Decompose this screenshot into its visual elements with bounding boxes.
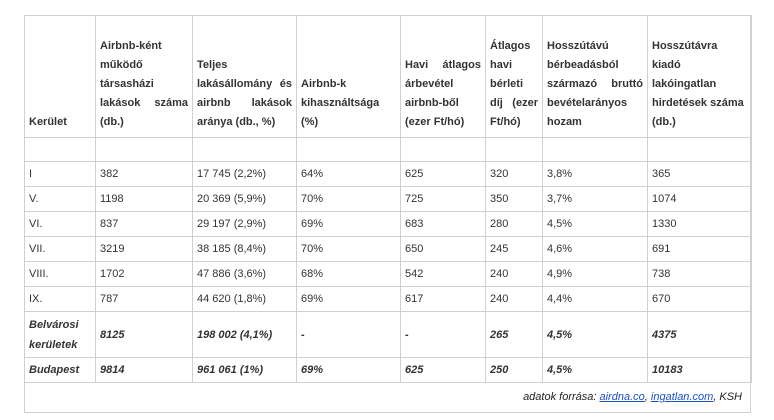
- table-cell: 738: [648, 262, 752, 287]
- table-cell: 683: [401, 212, 486, 237]
- table-cell: 350: [486, 187, 543, 212]
- table-cell: 10183: [648, 358, 752, 383]
- summary-row-inner-districts: [25, 312, 752, 358]
- header-cell: Teljes lakásállomány és airbnb lakások aránya (db., %): [193, 16, 297, 138]
- source-suffix: , KSH: [713, 391, 742, 403]
- header-cell: Hosszútávú bérbeadásból származó bruttó bevételarányos hozam: [543, 16, 648, 138]
- data-source-note: [523, 391, 742, 403]
- header-cell: Hosszútávra kiadó lakóingatlan hirdetések száma (db.): [648, 16, 752, 138]
- header-cell: Kerület: [25, 16, 96, 138]
- table-row: [25, 287, 752, 312]
- header-row: [25, 16, 752, 138]
- table-cell: 1702: [96, 262, 193, 287]
- table-row: [25, 187, 752, 212]
- table-cell: 38 185 (8,4%): [193, 237, 297, 262]
- table-cell: 4,6%: [543, 237, 648, 262]
- source-separator: ,: [644, 391, 651, 403]
- table-cell: 198 002 (4,1%): [193, 312, 297, 358]
- table-row: [25, 262, 752, 287]
- table-cell: 17 745 (2,2%): [193, 162, 297, 187]
- table-cell: 68%: [297, 262, 401, 287]
- table-cell: 3,7%: [543, 187, 648, 212]
- table-cell: 245: [486, 237, 543, 262]
- table-cell: 4375: [648, 312, 752, 358]
- table-cell: 670: [648, 287, 752, 312]
- header-cell: Átlagos havi bérleti díj (ezer Ft/hó): [486, 16, 543, 138]
- airbnb-district-table: [24, 15, 752, 383]
- table-cell: 8125: [96, 312, 193, 358]
- table-cell: VI.: [25, 212, 96, 237]
- table-cell: 280: [486, 212, 543, 237]
- table-cell: 9814: [96, 358, 193, 383]
- table-row: [25, 237, 752, 262]
- table-cell: 1198: [96, 187, 193, 212]
- table-cell: 64%: [297, 162, 401, 187]
- table-cell: 240: [486, 262, 543, 287]
- table-cell: 365: [648, 162, 752, 187]
- header-cell: Havi átlagos árbevétel airbnb-ből (ezer Ft/hó): [401, 16, 486, 138]
- table-row: [25, 162, 752, 187]
- table-cell: 47 886 (3,6%): [193, 262, 297, 287]
- table-cell: VII.: [25, 237, 96, 262]
- table-cell: 1074: [648, 187, 752, 212]
- table-cell: Budapest: [25, 358, 96, 383]
- source-link-airdna[interactable]: airdna.co: [599, 391, 645, 403]
- summary-row-budapest: [25, 358, 752, 383]
- source-prefix: adatok forrása:: [523, 391, 600, 403]
- header-cell: Airbnb-ként működő társasházi lakások száma (db.): [96, 16, 193, 138]
- table-row: [25, 212, 752, 237]
- table-cell: 787: [96, 287, 193, 312]
- table-cell: 4,9%: [543, 262, 648, 287]
- header-cell: Airbnb-k kihasználtsága (%): [297, 16, 401, 138]
- table-cell: 29 197 (2,9%): [193, 212, 297, 237]
- table-cell: 725: [401, 187, 486, 212]
- table-cell: -: [297, 312, 401, 358]
- table-cell: 1330: [648, 212, 752, 237]
- table-cell: 70%: [297, 237, 401, 262]
- table-cell: I: [25, 162, 96, 187]
- table-cell: 69%: [297, 358, 401, 383]
- table-cell: VIII.: [25, 262, 96, 287]
- table-cell: 3219: [96, 237, 193, 262]
- table-cell: 4,5%: [543, 358, 648, 383]
- table-cell: 4,5%: [543, 212, 648, 237]
- table-cell: 250: [486, 358, 543, 383]
- table-cell: 320: [486, 162, 543, 187]
- table-cell: 265: [486, 312, 543, 358]
- table-cell: 4,4%: [543, 287, 648, 312]
- table-cell: 837: [96, 212, 193, 237]
- table-cell: V.: [25, 187, 96, 212]
- source-link-ingatlan[interactable]: ingatlan.com: [650, 391, 714, 403]
- table-cell: 69%: [297, 212, 401, 237]
- table-cell: 4,5%: [543, 312, 648, 358]
- table-cell: IX.: [25, 287, 96, 312]
- table-cell: Belvárosi kerületek: [25, 312, 96, 358]
- table-cell: 625: [401, 162, 486, 187]
- table-cell: 542: [401, 262, 486, 287]
- table-cell: 70%: [297, 187, 401, 212]
- table-cell: 44 620 (1,8%): [193, 287, 297, 312]
- table-cell: 240: [486, 287, 543, 312]
- table-cell: 382: [96, 162, 193, 187]
- table-cell: 3,8%: [543, 162, 648, 187]
- table-cell: 650: [401, 237, 486, 262]
- table-cell: 691: [648, 237, 752, 262]
- spacer-row: [25, 138, 752, 162]
- table-cell: 961 061 (1%): [193, 358, 297, 383]
- table-cell: 69%: [297, 287, 401, 312]
- table-cell: -: [401, 312, 486, 358]
- table-cell: 625: [401, 358, 486, 383]
- table-cell: 617: [401, 287, 486, 312]
- table-cell: 20 369 (5,9%): [193, 187, 297, 212]
